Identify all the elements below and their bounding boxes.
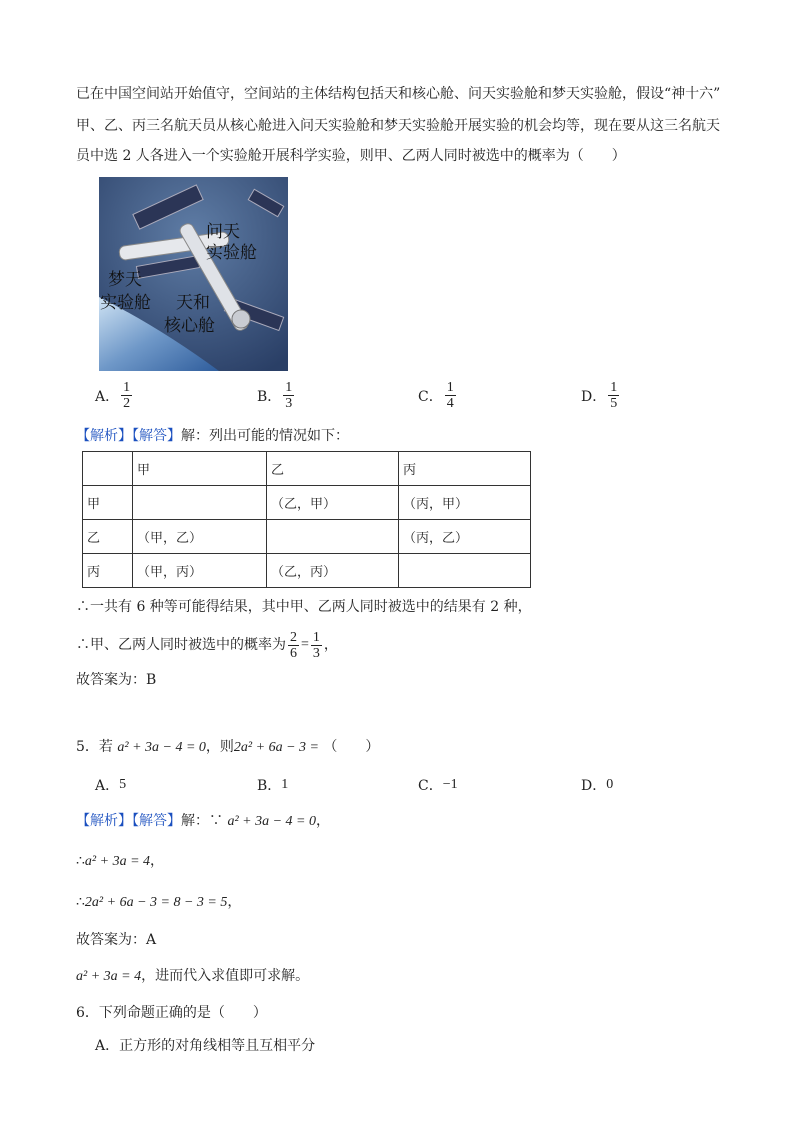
q4-stem-line3: 员中选 2 人各进入一个实验舱开展科学实验，则甲、乙两人同时被选中的概率为（ ） <box>76 148 626 164</box>
label-wentian-1: 问天 <box>206 222 240 242</box>
q4-stem-line1: 已在中国空间站开始值守，空间站的主体结构包括天和核心舱、问天实验舱和梦天实验舱，假设“神十六” <box>76 86 721 102</box>
q4-option-b[interactable]: B． $\frac{1}{3}$ <box>257 380 293 411</box>
table-cell <box>267 520 399 554</box>
table-cell: 乙 <box>83 520 133 554</box>
q5-analysis-header: 【解析】【解答】解：∵ a² + 3a − 4 = 0， <box>76 813 330 829</box>
table-cell: 丙 <box>83 554 133 588</box>
q4-option-d[interactable]: D． $\frac{1}{5}$ <box>581 380 618 411</box>
q4-option-c[interactable]: C． $\frac{1}{4}$ <box>418 380 454 411</box>
table-row <box>83 520 531 554</box>
table-cell: 乙 <box>267 452 399 486</box>
fraction: $\frac{1}{4}$ <box>446 380 454 411</box>
q4-conclusion-2: ∴甲、乙两人同时被选中的概率为 $\frac{2}{6}$ = $\frac{1}{3}$ ， <box>76 629 338 661</box>
table-cell: 甲 <box>133 452 267 486</box>
table-cell: （乙，丙） <box>267 554 399 588</box>
table-cell: （丙，甲） <box>399 486 531 520</box>
fraction: $\frac{1}{3}$ <box>285 380 293 411</box>
q5-answer: 故答案为：A <box>76 932 157 948</box>
table-header-row <box>83 452 531 486</box>
q4-answer: 故答案为：B <box>76 672 157 688</box>
table-cell: （甲，乙） <box>133 520 267 554</box>
table-row <box>83 486 531 520</box>
fraction: $\frac{1}{3}$ <box>312 629 320 661</box>
math-expression: 2a² + 6a − 3 = <box>233 740 319 755</box>
math-expression: a² + 3a − 4 = 0 <box>227 814 316 829</box>
q4-stem-line2: 甲、乙、丙三名航天员从核心舱进入问天实验舱和梦天实验舱开展实验的机会均等，现在要从这三名航天 <box>76 118 720 134</box>
math-expression: 2a² + 6a − 3 = 8 − 3 = 5 <box>84 895 228 910</box>
table-cell: 丙 <box>399 452 531 486</box>
math-expression: a² + 3a − 4 = 0 <box>117 740 206 755</box>
q5-note: a² + 3a = 4，进而代入求值即可求解。 <box>76 968 310 984</box>
table-cell <box>133 486 267 520</box>
q5-stem: 5．若 a² + 3a − 4 = 0，则2a² + 6a − 3 = （ ） <box>76 739 380 755</box>
label-tianhe-2: 核心舱 <box>164 316 215 336</box>
fraction: $\frac{1}{5}$ <box>610 380 618 411</box>
fraction: $\frac{2}{6}$ <box>290 629 297 661</box>
analysis-tag: 【解析】【解答】 <box>76 813 181 829</box>
analysis-tag: 【解析】【解答】 <box>76 428 181 444</box>
table-cell: 甲 <box>83 486 133 520</box>
q4-option-a[interactable]: A． $\frac{1}{2}$ <box>95 380 131 411</box>
q5-option-b[interactable]: B． 1 <box>257 777 289 794</box>
q5-option-c[interactable]: C． −1 <box>418 777 458 794</box>
q5-option-d[interactable]: D． 0 <box>581 777 614 794</box>
label-tianhe-1: 天和 <box>176 293 210 313</box>
q4-conclusion-1: ∴一共有 6 种等可能得结果，其中甲、乙两人同时被选中的结果有 2 种， <box>76 599 532 615</box>
q6-stem: 6．下列命题正确的是（ ） <box>76 1005 267 1021</box>
table-cell <box>399 554 531 588</box>
q6-option-a[interactable]: A．正方形的对角线相等且互相平分 <box>95 1038 316 1054</box>
label-mengtian-2: 实验舱 <box>100 293 151 313</box>
math-expression: a² + 3a = 4 <box>84 854 151 869</box>
outcome-table <box>82 451 531 588</box>
table-cell <box>83 452 133 486</box>
q5-option-a[interactable]: A． 5 <box>95 777 127 794</box>
table-cell: （丙，乙） <box>399 520 531 554</box>
table-row <box>83 554 531 588</box>
q4-analysis-header: 【解析】【解答】解：列出可能的情况如下： <box>76 428 349 444</box>
q5-step-1: ∴a² + 3a = 4， <box>76 853 165 869</box>
label-mengtian-1: 梦天 <box>108 270 142 290</box>
table-cell: （甲，丙） <box>133 554 267 588</box>
table-cell: （乙，甲） <box>267 486 399 520</box>
math-expression: a² + 3a = 4 <box>76 969 142 984</box>
fraction: $\frac{1}{2}$ <box>123 380 131 411</box>
label-wentian-2: 实验舱 <box>206 243 257 263</box>
q5-step-2: ∴2a² + 6a − 3 = 8 − 3 = 5， <box>76 894 242 910</box>
